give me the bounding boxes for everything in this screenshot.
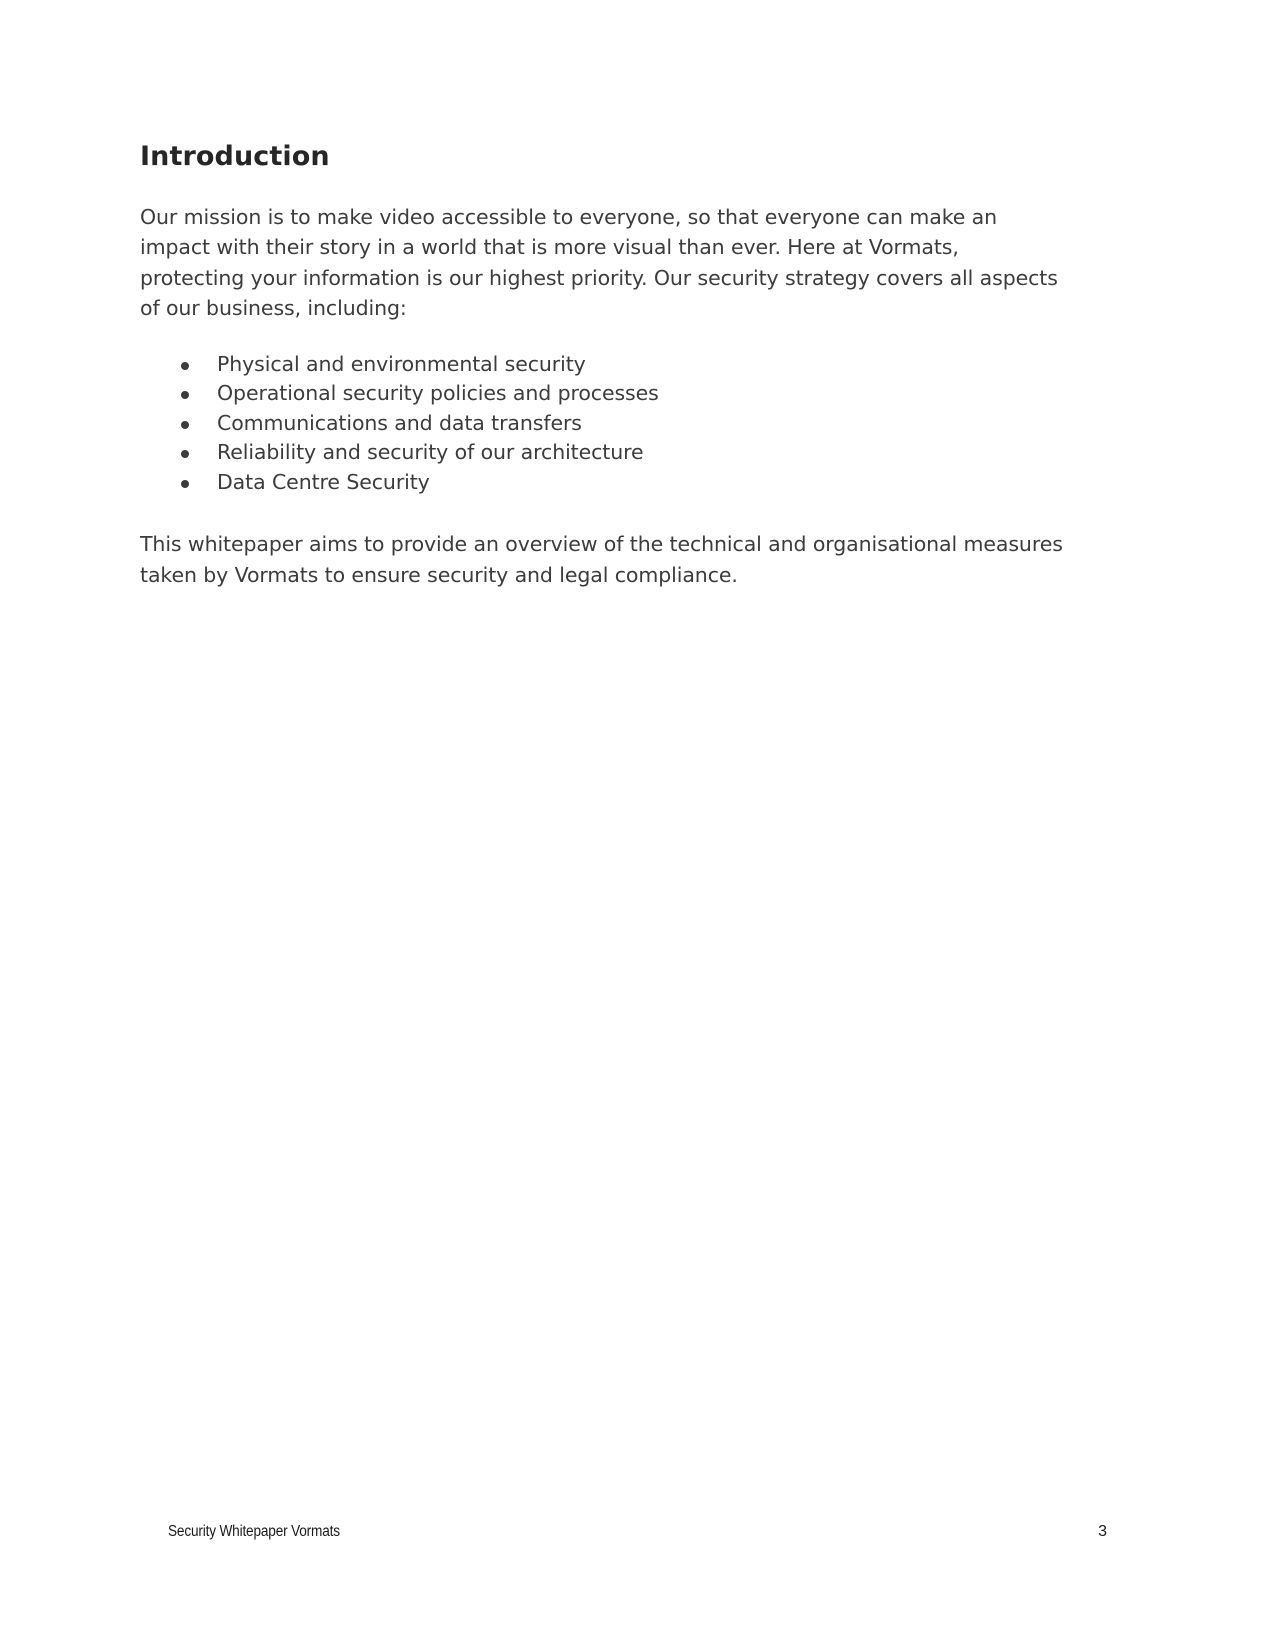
list-item [140, 468, 1065, 498]
list-item [140, 409, 1065, 439]
list-item [140, 379, 1065, 409]
footer-document-title: Security Whitepaper Vormats [168, 1523, 340, 1540]
list-item-label: Data Centre Security [217, 469, 430, 494]
list-item [140, 350, 1065, 380]
list-item-label: Reliability and security of our architecture [217, 440, 644, 465]
list-item-label: Operational security policies and processes [217, 381, 659, 406]
closing-paragraph: This whitepaper aims to provide an overview of the technical and organisational measures taken by Vormats to ensure security and legal compliance. [140, 532, 1063, 587]
bullet-icon [181, 450, 189, 458]
bullet-icon [181, 421, 189, 429]
list-item [140, 438, 1065, 468]
bullet-icon [181, 391, 189, 399]
footer-page-number: 3 [1098, 1523, 1107, 1540]
bullet-icon [181, 362, 189, 370]
bullet-icon [181, 480, 189, 488]
list-item-label: Physical and environmental security [217, 351, 586, 376]
list-item-label: Communications and data transfers [217, 410, 582, 435]
page-content [140, 140, 1065, 590]
security-scope-list [140, 350, 1065, 498]
page-title: Introduction [140, 141, 330, 172]
intro-paragraph: Our mission is to make video accessible to everyone, so that everyone can make an impact with their story in a world that is more visual than ever. Here at Vormats, protecting your information is our highest priority. Our security strategy covers all aspects of our business, including: [140, 204, 1058, 321]
page-footer [168, 1518, 1107, 1546]
